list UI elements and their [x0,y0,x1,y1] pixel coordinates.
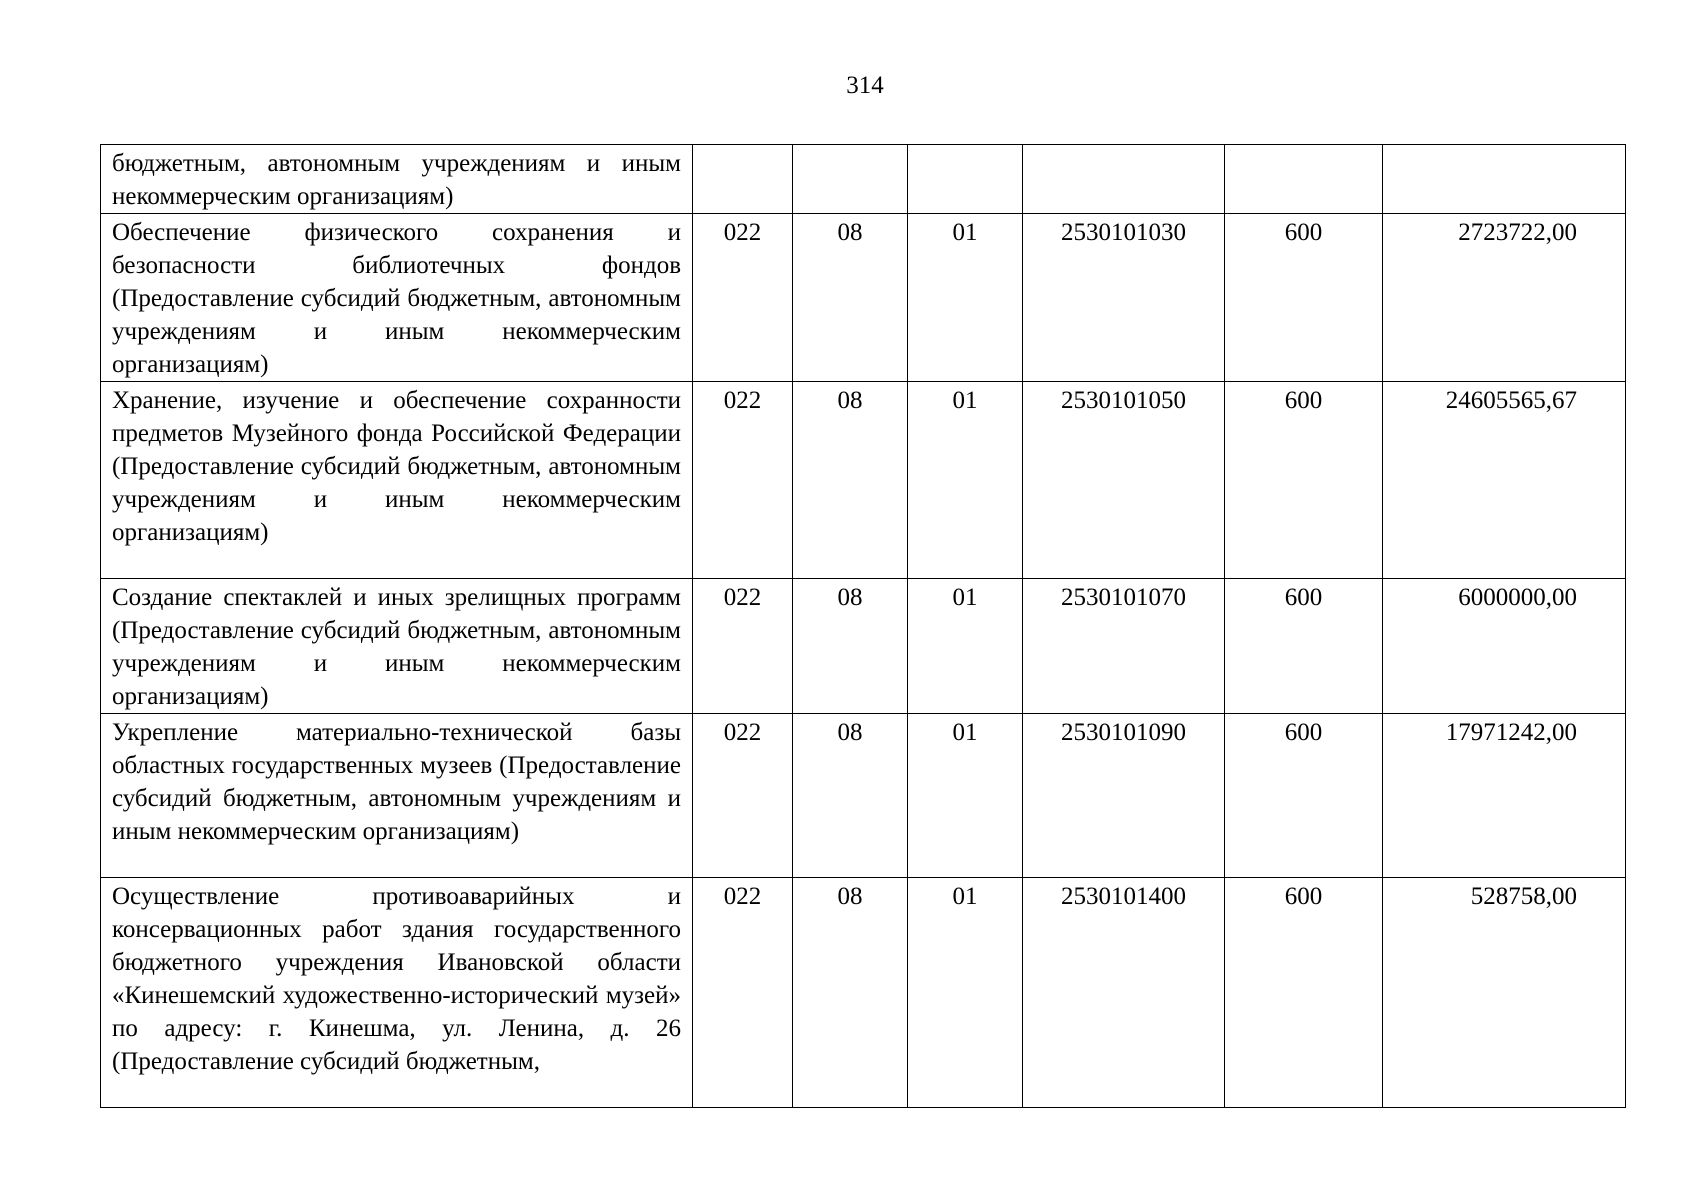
expense-type-cell: 600 [1225,382,1383,579]
amount-cell: 6000000,00 [1383,579,1626,714]
subsection-code-cell: 01 [908,579,1023,714]
budget-table [100,144,1626,1108]
target-article-cell: 2530101090 [1023,714,1225,878]
ministry-code-cell: 022 [693,214,793,382]
row-description: бюджетным, автономным учреждениям и иным некоммерческим организациям) [101,145,693,214]
table-row [101,382,1626,579]
row-description: Укрепление материально-технической базы областных государственных музеев (Предоставление субсидий бюджетным, автономным учреждениям и иным некоммерческим организациям) [101,714,693,878]
subsection-code-cell [908,145,1023,214]
target-article-cell: 2530101050 [1023,382,1225,579]
table-row [101,145,1626,214]
expense-type-cell: 600 [1225,214,1383,382]
expense-type-cell: 600 [1225,714,1383,878]
amount-cell [1383,145,1626,214]
target-article-cell: 2530101030 [1023,214,1225,382]
subsection-code-cell: 01 [908,382,1023,579]
subsection-code-cell: 01 [908,714,1023,878]
ministry-code-cell: 022 [693,878,793,1108]
expense-type-cell [1225,145,1383,214]
ministry-code-cell: 022 [693,579,793,714]
amount-cell: 2723722,00 [1383,214,1626,382]
amount-cell: 24605565,67 [1383,382,1626,579]
section-code-cell: 08 [793,878,908,1108]
table-row [101,878,1626,1108]
row-description: Хранение, изучение и обеспечение сохранности предметов Музейного фонда Российской Федерации (Предоставление субсидий бюджетным, автономным учреждениям и иным некоммерческим организациям) [101,382,693,579]
row-description: Осуществление противоаварийных и консервационных работ здания государственного бюджетного учреждения Ивановской области «Кинешемский художественно-исторический музей» по адресу: г. Кинешма, ул. Ленина, д. 26 (Предоставление субсидий бюджетным, [101,878,693,1108]
table-row [101,714,1626,878]
section-code-cell: 08 [793,382,908,579]
target-article-cell [1023,145,1225,214]
amount-cell: 17971242,00 [1383,714,1626,878]
row-description: Создание спектаклей и иных зрелищных программ (Предоставление субсидий бюджетным, автономным учреждениям и иным некоммерческим организациям) [101,579,693,714]
amount-cell: 528758,00 [1383,878,1626,1108]
section-code-cell: 08 [793,214,908,382]
ministry-code-cell: 022 [693,382,793,579]
table-row [101,214,1626,382]
expense-type-cell: 600 [1225,878,1383,1108]
target-article-cell: 2530101070 [1023,579,1225,714]
subsection-code-cell: 01 [908,214,1023,382]
page-number: 314 [846,72,884,99]
section-code-cell [793,145,908,214]
expense-type-cell: 600 [1225,579,1383,714]
ministry-code-cell [693,145,793,214]
section-code-cell: 08 [793,714,908,878]
section-code-cell: 08 [793,579,908,714]
subsection-code-cell: 01 [908,878,1023,1108]
ministry-code-cell: 022 [693,714,793,878]
target-article-cell: 2530101400 [1023,878,1225,1108]
table-row [101,579,1626,714]
row-description: Обеспечение физического сохранения и безопасности библиотечных фондов (Предоставление субсидий бюджетным, автономным учреждениям и иным некоммерческим организациям) [101,214,693,382]
